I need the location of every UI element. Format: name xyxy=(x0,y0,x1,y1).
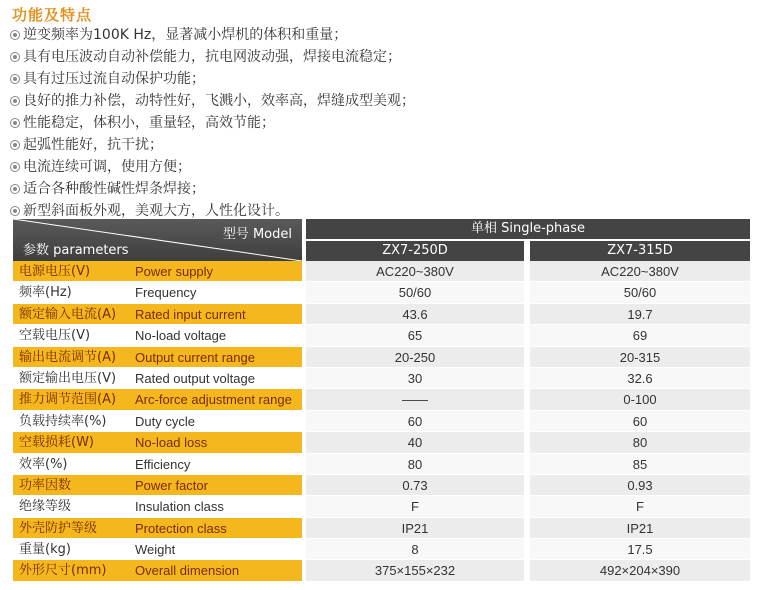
feature-item xyxy=(10,178,750,200)
table-row xyxy=(13,282,750,303)
feature-item xyxy=(10,112,750,134)
param-name-cn: 负载持续率(%) xyxy=(13,411,133,432)
param-name-en: Efficiency xyxy=(133,454,302,475)
value-model-1: AC220~380V xyxy=(306,261,524,282)
feature-item xyxy=(10,90,750,112)
value-model-2: 85 xyxy=(530,454,750,475)
table-row xyxy=(13,518,750,539)
circle-bullet-icon xyxy=(10,30,20,40)
table-row xyxy=(13,496,750,517)
param-name-cn: 绝缘等级 xyxy=(13,496,133,517)
feature-text: 性能稳定，体积小，重量轻，高效节能； xyxy=(23,115,275,131)
feature-item xyxy=(10,134,750,156)
feature-text: 新型斜面板外观，美观大方，人性化设计。 xyxy=(23,203,289,219)
value-model-1: 43.6 xyxy=(306,304,524,325)
feature-text: 良好的推力补偿，动特性好，飞溅小，效率高，焊缝成型美观； xyxy=(23,93,415,109)
phase-header: 单相 Single-phase xyxy=(306,219,750,239)
circle-bullet-icon xyxy=(10,52,20,62)
param-name-en: Frequency xyxy=(133,282,302,303)
param-name-cn: 功率因数 xyxy=(13,475,133,496)
value-model-1: 40 xyxy=(306,432,524,453)
param-name-cn: 额定输入电流(A) xyxy=(13,304,133,325)
param-name-en: Power factor xyxy=(133,475,302,496)
header-diagonal-cell xyxy=(13,219,302,261)
value-model-2: 32.6 xyxy=(530,368,750,389)
param-name-en: Rated input current xyxy=(133,304,302,325)
spec-table xyxy=(13,219,750,579)
feature-item xyxy=(10,68,750,90)
circle-bullet-icon xyxy=(10,96,20,106)
value-model-1: 8 xyxy=(306,539,524,560)
table-row xyxy=(13,389,750,410)
circle-bullet-icon xyxy=(10,118,20,128)
value-model-1: 50/60 xyxy=(306,282,524,303)
table-row xyxy=(13,432,750,453)
feature-text: 电流连续可调，使用方便； xyxy=(23,159,191,175)
feature-item xyxy=(10,24,750,46)
value-model-1: 60 xyxy=(306,411,524,432)
table-row xyxy=(13,539,750,560)
table-row xyxy=(13,411,750,432)
table-row xyxy=(13,347,750,368)
value-model-1: IP21 xyxy=(306,518,524,539)
value-model-2: IP21 xyxy=(530,518,750,539)
value-model-1: —— xyxy=(306,389,524,410)
param-name-en: Weight xyxy=(133,539,302,560)
value-model-2: 492×204×390 xyxy=(530,560,750,581)
param-name-cn: 外形尺寸(mm) xyxy=(13,560,133,581)
value-model-2: 69 xyxy=(530,325,750,346)
param-name-cn: 重量(kg) xyxy=(13,539,133,560)
features-title: 功能及特点 xyxy=(12,6,93,24)
param-name-en: Arc-force adjustment range xyxy=(133,389,302,410)
table-row xyxy=(13,475,750,496)
feature-item xyxy=(10,156,750,178)
model-label: 型号 Model xyxy=(222,227,292,242)
value-model-1: F xyxy=(306,496,524,517)
value-model-1: 0.73 xyxy=(306,475,524,496)
value-model-1: 20-250 xyxy=(306,347,524,368)
param-name-cn: 效率(%) xyxy=(13,454,133,475)
table-row xyxy=(13,304,750,325)
param-name-cn: 电源电压(V) xyxy=(13,261,133,282)
value-model-1: 30 xyxy=(306,368,524,389)
circle-bullet-icon xyxy=(10,140,20,150)
table-row xyxy=(13,368,750,389)
model-header-1: ZX7-250D xyxy=(306,241,524,261)
table-header xyxy=(13,219,750,261)
value-model-1: 375×155×232 xyxy=(306,560,524,581)
param-name-cn: 额定输出电压(V) xyxy=(13,368,133,389)
value-model-2: 50/60 xyxy=(530,282,750,303)
row-divider xyxy=(13,581,750,582)
circle-bullet-icon xyxy=(10,74,20,84)
table-row xyxy=(13,454,750,475)
param-name-cn: 空载损耗(W) xyxy=(13,432,133,453)
value-model-2: F xyxy=(530,496,750,517)
model-header-2: ZX7-315D xyxy=(530,241,750,261)
feature-item xyxy=(10,46,750,68)
value-model-2: 60 xyxy=(530,411,750,432)
value-model-2: 0.93 xyxy=(530,475,750,496)
param-name-en: Rated output voltage xyxy=(133,368,302,389)
param-name-en: No-load voltage xyxy=(133,325,302,346)
param-name-cn: 外壳防护等级 xyxy=(13,518,133,539)
param-name-cn: 空载电压(V) xyxy=(13,325,133,346)
param-name-cn: 推力调节范围(A) xyxy=(13,389,133,410)
feature-list xyxy=(10,24,750,222)
circle-bullet-icon xyxy=(10,162,20,172)
feature-text: 逆变频率为100K Hz，显著减小焊机的体积和重量； xyxy=(23,27,348,43)
value-model-2: 17.5 xyxy=(530,539,750,560)
feature-text: 具有电压波动自动补偿能力，抗电网波动强，焊接电流稳定； xyxy=(23,49,401,65)
feature-text: 起弧性能好，抗干扰； xyxy=(23,137,163,153)
value-model-2: 19.7 xyxy=(530,304,750,325)
value-model-1: 65 xyxy=(306,325,524,346)
value-model-2: 0-100 xyxy=(530,389,750,410)
param-name-en: No-load loss xyxy=(133,432,302,453)
table-row xyxy=(13,325,750,346)
param-name-en: Duty cycle xyxy=(133,411,302,432)
parameters-label: 参数 parameters xyxy=(23,243,129,258)
param-name-en: Power supply xyxy=(133,261,302,282)
param-name-en: Overall dimension xyxy=(133,560,302,581)
circle-bullet-icon xyxy=(10,206,20,216)
param-name-cn: 频率(Hz) xyxy=(13,282,133,303)
table-body xyxy=(13,261,750,582)
table-row xyxy=(13,560,750,581)
value-model-2: 80 xyxy=(530,432,750,453)
value-model-2: AC220~380V xyxy=(530,261,750,282)
param-name-cn: 输出电流调节(A) xyxy=(13,347,133,368)
param-name-en: Insulation class xyxy=(133,496,302,517)
circle-bullet-icon xyxy=(10,184,20,194)
feature-text: 适合各种酸性碱性焊条焊接； xyxy=(23,181,205,197)
param-name-en: Protection class xyxy=(133,518,302,539)
value-model-1: 80 xyxy=(306,454,524,475)
value-model-2: 20-315 xyxy=(530,347,750,368)
feature-text: 具有过压过流自动保护功能； xyxy=(23,71,205,87)
table-row xyxy=(13,261,750,282)
param-name-en: Output current range xyxy=(133,347,302,368)
